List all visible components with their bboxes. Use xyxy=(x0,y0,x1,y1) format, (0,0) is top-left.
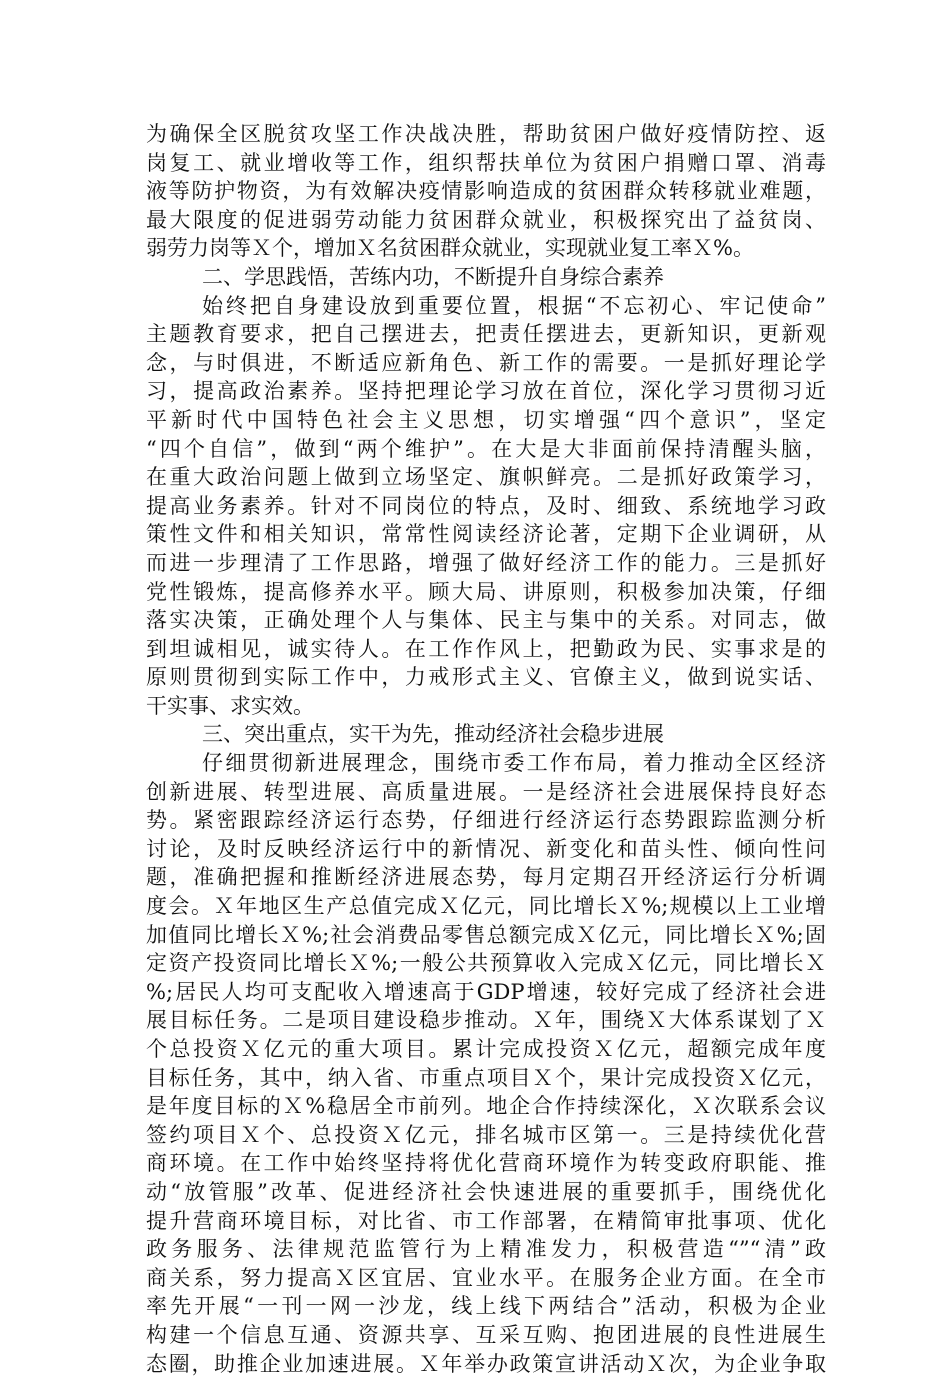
text-line: 加值同比增长Ｘ%;社会消费品零售总额完成Ｘ亿元，同比增长Ｘ%;固 xyxy=(146,922,826,947)
text-line: 创新进展、转型进展、高质量进展。一是经济社会进展保持良好态 xyxy=(146,779,826,804)
text-line: 习，提高政治素养。坚持把理论学习放在首位，深化学习贯彻习近 xyxy=(146,379,826,404)
text-line: 签约项目Ｘ个、总投资Ｘ亿元，排名城市区第一。三是持续优化营 xyxy=(146,1122,826,1147)
text-line: 落实决策，正确处理个人与集体、民主与集中的关系。对同志，做 xyxy=(146,608,826,633)
text-line: 目标任务，其中，纳入省、市重点项目Ｘ个，果计完成投资Ｘ亿元， xyxy=(146,1065,826,1090)
paragraph-economic-development xyxy=(146,749,826,1378)
text-line: 而进一步理清了工作思路，增强了做好经济工作的能力。三是抓好 xyxy=(146,550,826,575)
text-line: “四个自信”，做到“两个维护”。在大是大非面前保持清醒头脑， xyxy=(146,436,826,461)
text-line: 为确保全区脱贫攻坚工作决战决胜，帮助贫困户做好疫情防控、返 xyxy=(146,122,826,146)
text-line: 策性文件和相关知识，常常性阅读经济论著，定期下企业调研，从 xyxy=(146,522,826,547)
text-line: 政务服务、法律规范监管行为上精准发力，积极营造“”“清”政 xyxy=(146,1237,826,1262)
text-line: 弱劳力岗等Ｘ个，增加Ｘ名贫困群众就业，实现就业复工率Ｘ%。 xyxy=(146,236,754,261)
text-line: 干实事、求实效。 xyxy=(146,693,314,718)
text-line: 商关系，努力提高Ｘ区宜居、宜业水平。在服务企业方面。在全市 xyxy=(146,1265,826,1290)
text-line: 定资产投资同比增长Ｘ%;一般公共预算收入完成Ｘ亿元，同比增长Ｘ xyxy=(146,951,826,976)
document-body xyxy=(146,120,826,1378)
text-line: 平新时代中国特色社会主义思想，切实增强“四个意识”，坚定 xyxy=(146,407,826,432)
paragraph-poverty-employment xyxy=(146,120,826,263)
text-line: 始终把自身建设放到重要位置，根据“不忘初心、牢记使命” xyxy=(202,293,826,318)
text-line: 题，准确把握和推断经济进展态势，每月定期召开经济运行分析调 xyxy=(146,865,826,890)
text-line: 度会。Ｘ年地区生产总值完成Ｘ亿元，同比增长Ｘ%;规模以上工业增 xyxy=(146,894,826,919)
text-line: 党性锻炼，提高修养水平。顾大局、讲原则，积极参加决策，仔细 xyxy=(146,579,826,604)
text-line: 在重大政治问题上做到立场坚定、旗帜鲜亮。二是抓好政策学习， xyxy=(146,465,826,490)
text-line: 提高业务素养。针对不同岗位的特点，及时、细致、系统地学习政 xyxy=(146,493,826,518)
section-heading-2: 二、学思践悟，苦练内功，不断提升自身综合素养 xyxy=(202,264,664,289)
text-line: 个总投资Ｘ亿元的重大项目。累计完成投资Ｘ亿元，超额完成年度 xyxy=(146,1037,826,1061)
text-line: %;居民人均可支配收入增速高于GDP增速，较好完成了经济社会进 xyxy=(146,979,826,1004)
text-line: 岗复工、就业增收等工作，组织帮扶单位为贫困户捐赠口罩、消毒 xyxy=(146,150,826,175)
text-line: 态圈，助推企业加速进展。Ｘ年举办政策宣讲活动Ｘ次，为企业争取 xyxy=(146,1351,826,1376)
text-line: 动“放管服”改革、促进经济社会快速进展的重要抓手，围绕优化 xyxy=(146,1179,826,1204)
text-line: 原则贯彻到实际工作中，力戒形式主义、官僚主义，做到说实话、 xyxy=(146,665,826,690)
text-line: 念，与时俱进，不断适应新角色、新工作的需要。一是抓好理论学 xyxy=(146,350,826,375)
text-line: 提升营商环境目标，对比省、市工作部署，在精简审批事项、优化 xyxy=(146,1208,826,1233)
text-line: 讨论，及时反映经济运行中的新情况、新变化和苗头性、倾向性问 xyxy=(146,836,826,861)
text-line: 率先开展“一刊一网一沙龙，线上线下两结合”活动，积极为企业 xyxy=(146,1294,826,1319)
text-line: 主题教育要求，把自己摆进去，把责任摆进去，更新知识，更新观 xyxy=(146,322,826,347)
text-line: 构建一个信息互通、资源共享、互采互购、抱团进展的良性进展生 xyxy=(146,1322,826,1347)
text-line: 最大限度的促进弱劳动能力贫困群众就业，积极探究出了益贫岗、 xyxy=(146,207,826,232)
text-line: 液等防护物资，为有效解决疫情影响造成的贫困群众转移就业难题， xyxy=(146,179,826,204)
paragraph-self-improvement xyxy=(146,292,826,721)
text-line: 仔细贯彻新进展理念，围绕市委工作布局，着力推动全区经济 xyxy=(202,751,826,776)
section-heading-3: 三、突出重点，实干为先，推动经济社会稳步进展 xyxy=(202,722,664,747)
text-line: 展目标任务。二是项目建设稳步推动。Ｘ年，围绕Ｘ大体系谋划了Ｘ xyxy=(146,1008,826,1033)
text-line: 到坦诚相见，诚实待人。在工作作风上，把勤政为民、实事求是的 xyxy=(146,636,826,661)
text-line: 是年度目标的Ｘ%稳居全市前列。地企合作持续深化，Ｘ次联系会议 xyxy=(146,1094,826,1119)
text-line: 势。紧密跟踪经济运行态势，仔细进行经济运行态势跟踪监测分析 xyxy=(146,808,826,833)
text-line: 商环境。在工作中始终坚持将优化营商环境作为转变政府职能、推 xyxy=(146,1151,826,1176)
